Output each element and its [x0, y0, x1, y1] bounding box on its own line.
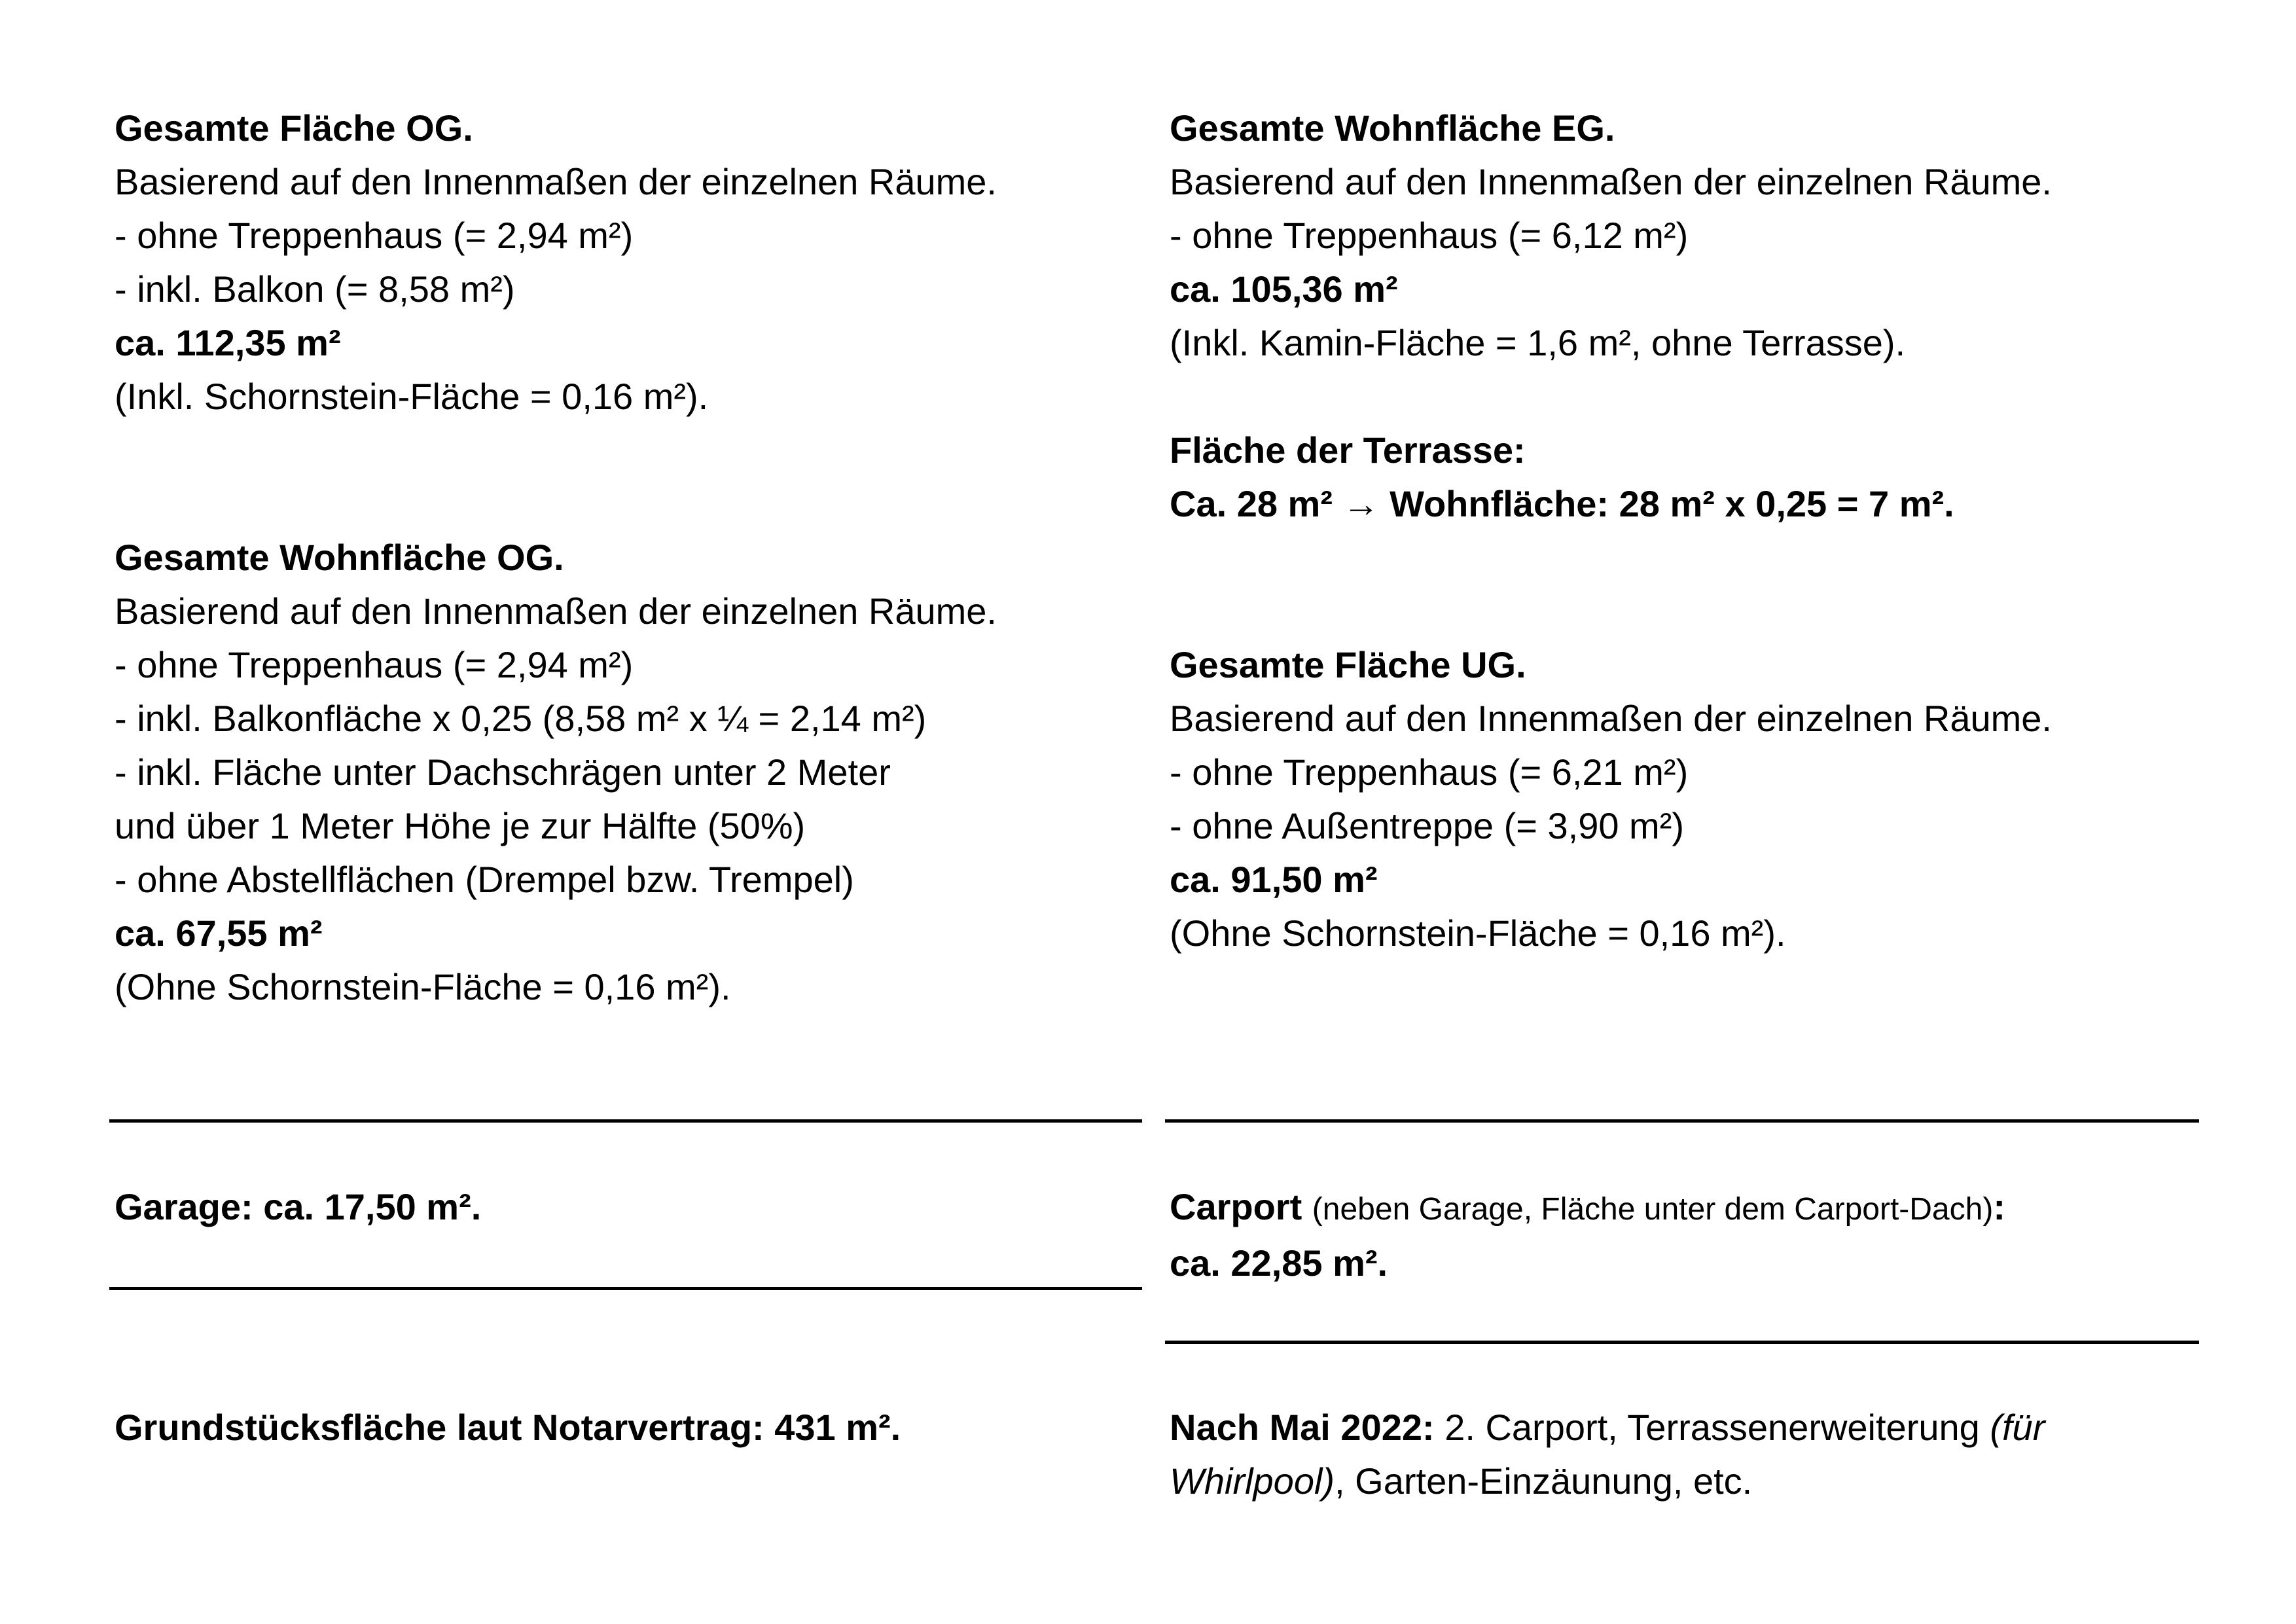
carport-label: Carport	[1170, 1186, 1302, 1227]
ug-area-section	[1170, 638, 2191, 960]
eg-living-heading: Gesamte Wohnfläche EG.	[1170, 107, 1615, 149]
og-area-total: ca. 112,35 m²	[115, 322, 341, 363]
og-living-line: und über 1 Meter Höhe je zur Hälfte (50%)	[115, 805, 806, 846]
eg-living-section	[1170, 101, 2191, 370]
ug-area-line: - ohne Außentreppe (= 3,90 m²)	[1170, 805, 1684, 846]
after-may-italic: Whirlpool)	[1170, 1460, 1335, 1502]
after-may-section	[1170, 1401, 2191, 1508]
garage-section	[115, 1180, 1136, 1234]
og-area-line: - inkl. Balkon (= 8,58 m²)	[115, 268, 515, 310]
eg-living-note: (Inkl. Kamin-Fläche = 1,6 m², ohne Terrasse).	[1170, 322, 1906, 363]
terrace-heading: Fläche der Terrasse:	[1170, 429, 1526, 471]
carport-colon: :	[1993, 1186, 2005, 1227]
eg-living-line: - ohne Treppenhaus (= 6,12 m²)	[1170, 215, 1689, 256]
ug-area-note: (Ohne Schornstein-Fläche = 0,16 m²).	[1170, 912, 1786, 954]
og-area-line: Basierend auf den Innenmaßen der einzelnen Räume.	[115, 161, 997, 202]
og-area-note: (Inkl. Schornstein-Fläche = 0,16 m²).	[115, 376, 709, 417]
og-living-heading: Gesamte Wohnfläche OG.	[115, 537, 564, 578]
og-living-section	[115, 531, 1136, 1014]
carport-value: ca. 22,85 m².	[1170, 1242, 1388, 1284]
plot-section	[115, 1401, 1136, 1454]
og-living-line: - inkl. Fläche unter Dachschrägen unter 2 Meter	[115, 751, 891, 793]
ug-area-line: - ohne Treppenhaus (= 6,21 m²)	[1170, 751, 1689, 793]
eg-living-total: ca. 105,36 m²	[1170, 268, 1398, 310]
divider-right-bottom	[1165, 1341, 2199, 1344]
carport-detail: (neben Garage, Fläche unter dem Carport-Dach)	[1312, 1192, 1994, 1227]
og-living-line: - ohne Abstellflächen (Drempel bzw. Trempel)	[115, 859, 854, 900]
terrace-section	[1170, 424, 2191, 531]
after-may-label: Nach Mai 2022:	[1170, 1407, 1435, 1448]
og-living-line: Basierend auf den Innenmaßen der einzelnen Räume.	[115, 590, 997, 632]
ug-area-total: ca. 91,50 m²	[1170, 859, 1378, 900]
plot-text: Grundstücksfläche laut Notarvertrag: 431 m².	[115, 1407, 901, 1448]
eg-living-line: Basierend auf den Innenmaßen der einzelnen Räume.	[1170, 161, 2052, 202]
divider-right-top	[1165, 1119, 2199, 1123]
og-living-note: (Ohne Schornstein-Fläche = 0,16 m²).	[115, 966, 731, 1007]
og-living-line: - inkl. Balkonfläche x 0,25 (8,58 m² x ¼ = 2,14 m²)	[115, 698, 927, 739]
og-area-heading: Gesamte Fläche OG.	[115, 107, 473, 149]
terrace-value: Ca. 28 m² → Wohnfläche: 28 m² x 0,25 = 7 m².	[1170, 483, 1954, 524]
carport-section	[1170, 1180, 2191, 1290]
og-living-total: ca. 67,55 m²	[115, 912, 323, 954]
og-area-section	[115, 101, 1136, 424]
divider-left-top	[109, 1119, 1142, 1123]
ug-area-heading: Gesamte Fläche UG.	[1170, 644, 1526, 685]
after-may-text: 2. Carport, Terrassenerweiterung	[1434, 1407, 1990, 1448]
ug-area-line: Basierend auf den Innenmaßen der einzelnen Räume.	[1170, 698, 2052, 739]
og-area-line: - ohne Treppenhaus (= 2,94 m²)	[115, 215, 634, 256]
og-living-line: - ohne Treppenhaus (= 2,94 m²)	[115, 644, 634, 685]
after-may-text: , Garten-Einzäunung, etc.	[1335, 1460, 1753, 1502]
garage-text: Garage: ca. 17,50 m².	[115, 1186, 482, 1227]
after-may-italic: (für	[1990, 1407, 2045, 1448]
divider-left-bottom	[109, 1287, 1142, 1290]
